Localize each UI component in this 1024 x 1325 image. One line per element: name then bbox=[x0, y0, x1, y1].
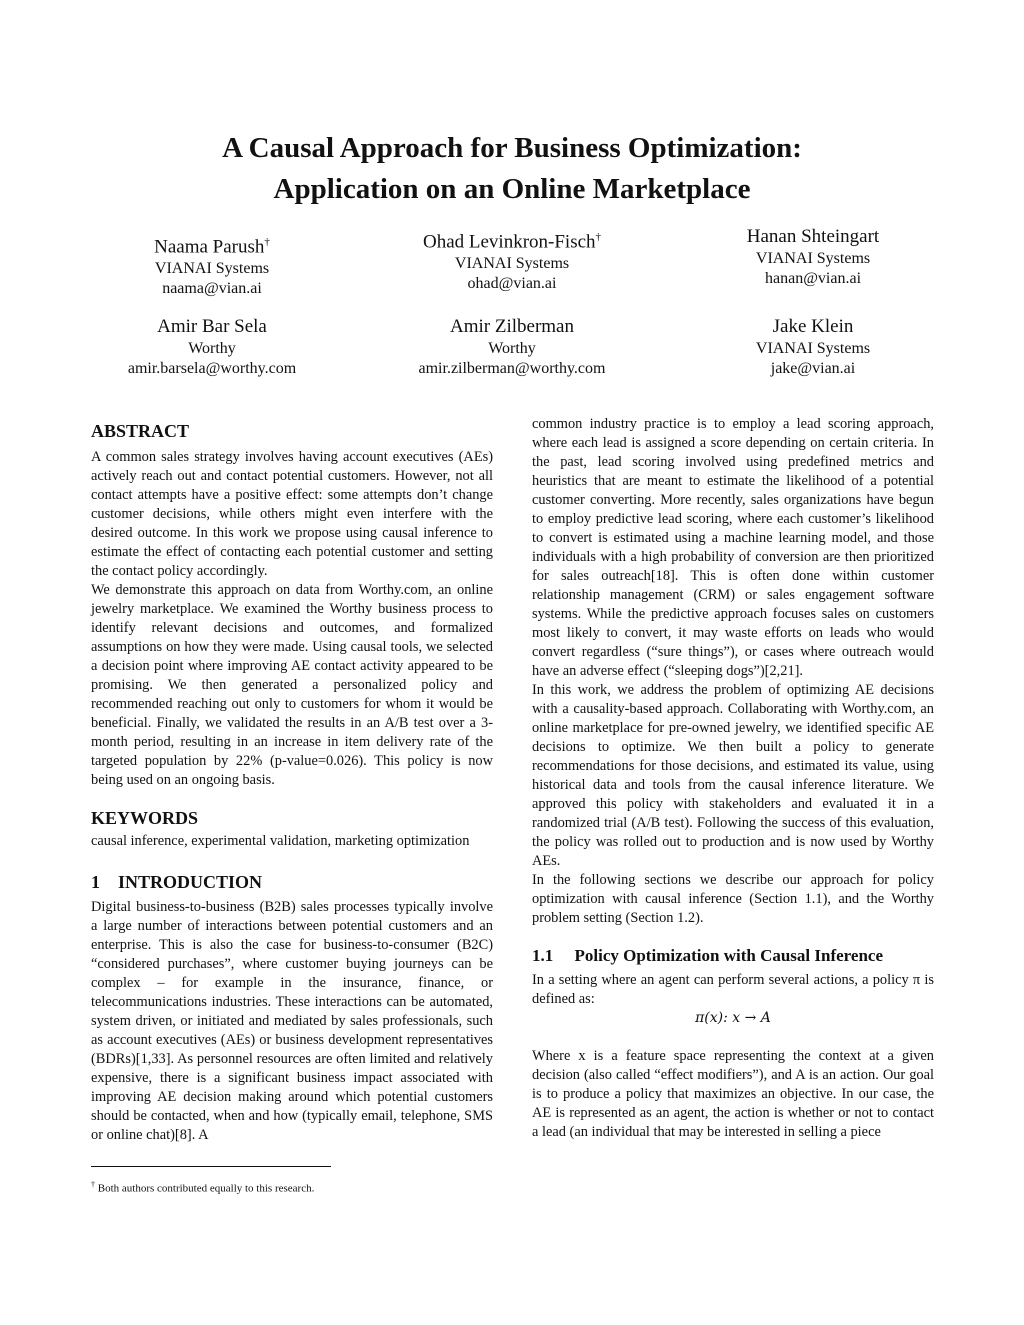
author-email: ohad@vian.ai bbox=[467, 275, 557, 293]
section-1-1-heading: 1.1 Policy Optimization with Causal Inference bbox=[532, 946, 883, 965]
keywords-text: causal inference, experimental validation, marketing optimization bbox=[91, 833, 470, 849]
author-affiliation: Worthy bbox=[488, 340, 536, 357]
author-name: Amir Zilberman bbox=[450, 316, 574, 337]
author-block bbox=[362, 315, 662, 379]
introduction-heading: 1 INTRODUCTION bbox=[91, 872, 263, 892]
author-email: amir.barsela@worthy.com bbox=[127, 360, 297, 377]
body-paragraph-3: In the following sections we describe our approach for policy optimization with causal inference (Section 1.1), and the Worthy problem setting (Section 1.2). bbox=[532, 872, 934, 926]
author-affiliation: Worthy bbox=[188, 340, 236, 357]
author-name: Jake Klein bbox=[772, 316, 854, 337]
author-email: hanan@vian.ai bbox=[764, 270, 862, 287]
abstract-paragraph-2: We demonstrate this approach on data from Worthy.com, an online jewelry marketplace. We examined the Worthy business process to identify relevant decisions and outcomes, and formalized assumptions on how they were made. Using causal tools, we selected a decision point where improving AE contact activity appeared to be promising. We then generated a personalized policy and recommended reaching out only to customers for whom it would be beneficial. Finally, we validated the results in an A/B test over a 3-month period, resulting in an increase in item delivery rate of the targeted population by 22% (p-value=0.026). This policy is now being used on an ongoing basis. bbox=[91, 582, 493, 788]
section-1-1-paragraph-1: In a setting where an agent can perform several actions, a policy π is defined as: bbox=[532, 972, 934, 1007]
keywords-heading: KEYWORDS bbox=[91, 808, 199, 828]
author-name: Amir Bar Sela bbox=[157, 316, 267, 337]
body-paragraph-1: common industry practice is to employ a lead scoring approach, where each lead is assigned a score depending on certain criteria. In the past, lead scoring involved using predefined metrics and heuristics that are meant to estimate the likelihood of a potential customer converting. More recently, sales organizations have begun to employ predictive lead scoring, where each customer’s likelihood to convert is estimated using a machine learning model, and those individuals with a high probability of conversion are then prioritized for sales outreach[18]. This is often done within customer relationship management (CRM) or sales engagement software systems. While the predictive approach focuses sales on customers most likely to convert, it may waste efforts on leads who would convert regardless (“sure things”), or cases where outreach would have an adverse effect (“sleeping dogs”)[2,21]. bbox=[532, 416, 934, 679]
policy-equation: π(x): x → A bbox=[695, 1010, 771, 1026]
author-name: Naama Parush† bbox=[154, 236, 270, 258]
author-block bbox=[62, 230, 362, 299]
body-paragraph-2: In this work, we address the problem of optimizing AE decisions with a causality-based approach. Collaborating with Worthy.com, an online marketplace for pre-owned jewelry, we identified specific AE decisions to optimize. We then built a policy to generate recommendations for those decisions, and estimated its value, using historical data and tools from the causal inference literature. We approved this policy with stakeholders and evaluated it in a randomized trial (A/B test). Following the success of this evaluation, the policy was rolled out to production and is now used by Worthy AEs. bbox=[532, 682, 934, 869]
footnote-divider bbox=[91, 1166, 331, 1167]
section-1-1-paragraph-2: Where x is a feature space representing the context at a given decision (also called “effect modifiers”), and A is an action. Our goal is to produce a policy that maximizes an objective. In our case, the AE is represented as an agent, the action is whether or not to contact a lead (an individual that may be interested in selling a piece bbox=[532, 1048, 934, 1140]
author-block bbox=[663, 315, 963, 379]
author-email: naama@vian.ai bbox=[162, 280, 262, 298]
author-email: jake@vian.ai bbox=[770, 360, 856, 377]
title-line-1: A Causal Approach for Business Optimization: bbox=[222, 132, 802, 164]
author-block bbox=[362, 225, 662, 294]
paper-title bbox=[0, 128, 1024, 210]
footnote: † Both authors contributed equally to this research. bbox=[91, 1180, 315, 1195]
author-affiliation: VIANAI Systems bbox=[755, 250, 871, 267]
introduction-paragraph: Digital business-to-business (B2B) sales processes typically involve a large number of interactions between potential customers and an enterprise. This is also the case for business-to-consumer (B2C) “considered purchases”, where customer buying journeys can be complex – for example in the insurance, finance, or telecommunications industries. These interactions can be automated, system driven, or initiated and mediated by sales professionals, such as account executives (AEs) or business development representatives (BDRs)[1,33]. As personnel resources are often limited and relatively expensive, there is a significant business impact associated with improving AE decision making around which potential customers should be contacted, when and how (typically email, telephone, SMS or online chat)[8]. A bbox=[91, 899, 493, 1143]
abstract-paragraph-1: A common sales strategy involves having account executives (AEs) actively reach out and contact potential customers. However, not all contact attempts have a positive effect: some attempts don’t change customer decisions, while others might even interfere with the desired outcome. In this work we propose using causal inference to estimate the effect of contacting each potential customer and setting the contact policy accordingly. bbox=[91, 449, 493, 579]
author-block bbox=[663, 225, 963, 289]
author-affiliation: VIANAI Systems bbox=[454, 255, 570, 273]
left-column bbox=[91, 420, 493, 1145]
author-email: amir.zilberman@worthy.com bbox=[418, 360, 606, 377]
author-affiliation: VIANAI Systems bbox=[755, 340, 871, 357]
title-line-2: Application on an Online Marketplace bbox=[273, 173, 751, 205]
right-column bbox=[532, 415, 934, 1142]
author-block bbox=[62, 315, 362, 379]
author-name: Hanan Shteingart bbox=[746, 226, 880, 247]
author-name: Ohad Levinkron-Fisch† bbox=[422, 231, 602, 253]
author-affiliation: VIANAI Systems bbox=[154, 260, 270, 278]
abstract-heading: ABSTRACT bbox=[91, 421, 190, 441]
